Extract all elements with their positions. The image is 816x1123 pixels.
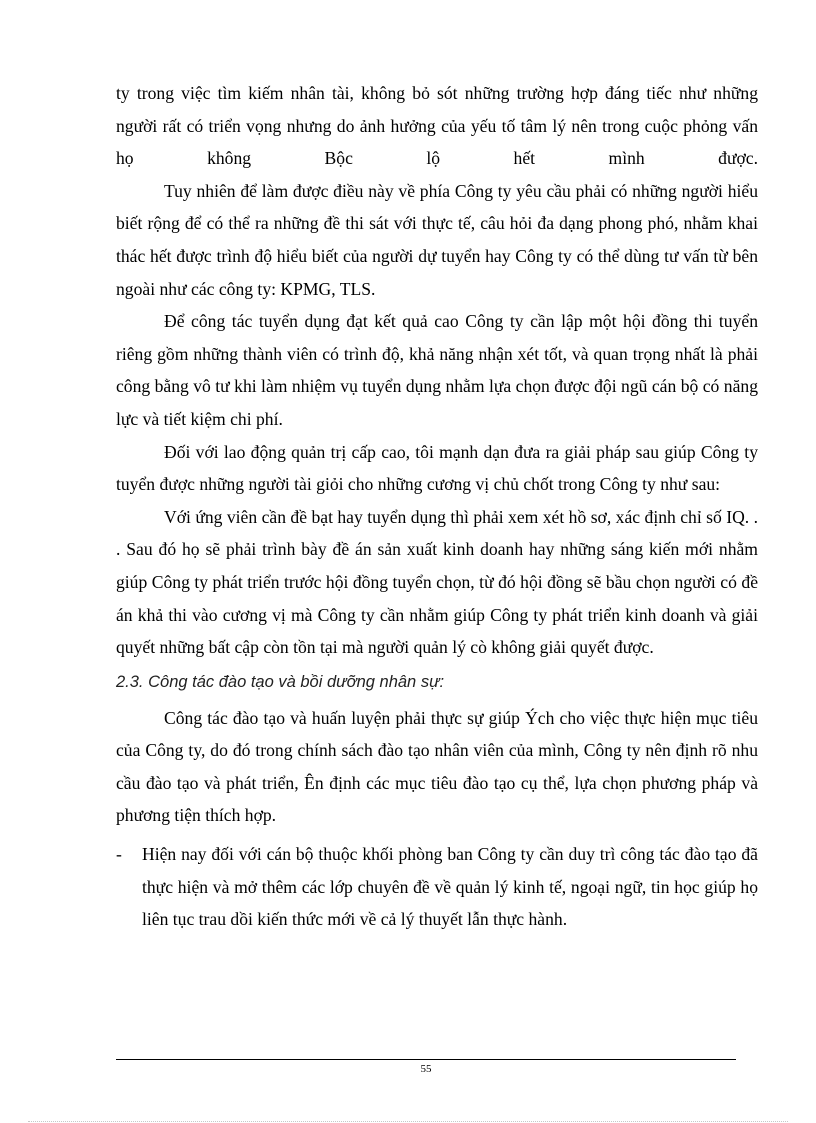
page-body <box>116 77 758 936</box>
page-number: 55 <box>420 1063 432 1075</box>
bullet-text: Hiện nay đối với cán bộ thuộc khối phòng ban Công ty cần duy trì công tác đào tạo đã thực hiện và mở thêm các lớp chuyên đề về quản lý kinh tế, ngoại ngữ, tin học giúp họ liên tục trau dồi kiến thức mới về cả lý thuyết lẫn thực hành. <box>142 844 758 930</box>
paragraph-requirements: Tuy nhiên để làm được điều này về phía Công ty yêu cầu phải có những người hiểu biết rộng để có thể ra những đề thi sát với thực tế, câu hỏi đa dạng phong phó, nhằm khai thác hết được trình độ hiểu biết của người dự tuyển hay Công ty có thể dùng tư vấn từ bên ngoài như các công ty: KPMG, TLS. <box>116 180 758 299</box>
paragraph-recruitment-council: Để công tác tuyển dụng đạt kết quả cao Công ty cần lập một hội đồng thi tuyển riêng gồm những thành viên có trình độ, khả năng nhận xét tốt, và quan trọng nhất là phải công bằng vô tư khi làm nhiệm vụ tuyển dụng nhằm lựa chọn được đội ngũ cán bộ có năng lực và tiết kiệm chi phí. <box>116 311 758 429</box>
paragraph-candidate-evaluation: Với ứng viên cần đề bạt hay tuyển dụng thì phải xem xét hồ sơ, xác định chỉ số IQ. . . Sau đó họ sẽ phải trình bày đề án sản xuất kinh doanh hay những sáng kiến mới nhằm giúp Công ty phát triển trước hội đồng tuyển chọn, từ đó hội đồng sẽ bầu chọn người có đề án khả thi vào cương vị mà Công ty cần nhằm giúp Công ty phát triển kinh doanh và giải quyết những bất cập còn tồn tại mà người quản lý cò không giải quyết được. <box>116 506 758 658</box>
bullet-item <box>116 838 758 936</box>
footer-divider <box>116 1059 736 1060</box>
paragraph-senior-management: Đối với lao động quản trị cấp cao, tôi mạnh dạn đưa ra giải pháp sau giúp Công ty tuyển được những người tài giỏi cho những cương vị chủ chốt trong Công ty như sau: <box>116 441 758 495</box>
paragraph-training: Công tác đào tạo và huấn luyện phải thực sự giúp Ých cho việc thực hiện mục tiêu của Công ty, do đó trong chính sách đào tạo nhân viên của mình, Công ty nên định rõ nhu cầu đào tạo và phát triển, Ên định các mục tiêu đào tạo cụ thể, lựa chọn phương pháp và phương tiện thích hợp. <box>116 707 758 826</box>
section-heading: 2.3. Công tác đào tạo và bồi dưỡng nhân sự: <box>116 672 445 691</box>
page-bottom-border <box>28 1121 788 1122</box>
paragraph-continuation: ty trong việc tìm kiếm nhân tài, không bỏ sót những trường hợp đáng tiếc như những người rất có triển vọng nhưng do ảnh hưởng của yếu tố tâm lý nên trong cuộc phỏng vấn họ không Bộc lộ hết mình được. <box>116 83 758 169</box>
bullet-marker: - <box>116 844 122 865</box>
